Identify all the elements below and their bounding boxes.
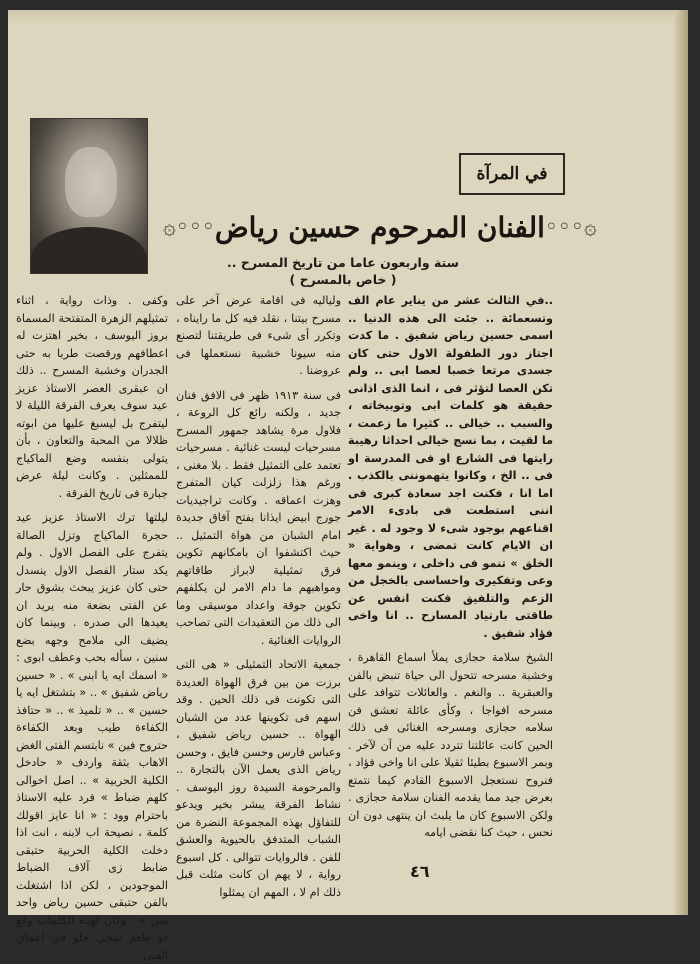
column-middle-paragraph-1: ولياليه فى اقامة عرض آخر على مسرح بيتنا ، نقلد فيه كل ما رايناه ، وتكرر أى شىء فى طريقتنا لتصنع منه سيونا خشبية نستعملها فى عروضنا . — [176, 294, 341, 377]
headline-ornament-left-icon: ۞◦◦◦ — [163, 214, 215, 240]
portrait-shoulders — [31, 227, 147, 273]
article-subtitle — [178, 254, 508, 288]
portrait-face — [65, 147, 117, 217]
page-top-edge — [8, 10, 688, 24]
subtitle-line-2: ( خاص بالمسرح ) — [289, 272, 397, 287]
column-right-paragraph-1: ..في الثالث عشر من يناير عام الف وتسعمائة .. جئت الى هذه الدنيا .. اسمى حسين رياض شفيق . ما كدت اجتاز دور الطفولة الاول حتى كان جسدى مرتعا خصبا لعصا ابى .. ولم تكن العصا لتؤثر فى ، انما الذى اذانى حقيقة هو كلمات ابى وتوبيخاته ، والسبب .. خيالى .. كثيرا ما زعمت ، ما لقيت ، بما نسج خيالى احداثا رهيبة رايتها فى الشارع او فى المدرسة او فى .. الخ ، وكانوا يتهموننى بالكذب . اما انا ، فكنت اجد سعادة كبرى فى اننى استطعت فى بادىء الامر اقناعهم بوجود شىء لا وجود له . غير ان الايام كانت تمضى ، وهواية « الخلق » تنمو فى داخلى ، وينمو معها وعى وتفكيرى واحساسى بالخجل من الزعم والتلفيق فكنت انفس عن طاقتى بارتياد المسارح .. انا واخى فؤاد شفيق . — [348, 294, 553, 640]
column-left-paragraph-2: ليلتها ترك الاستاذ عزيز عيد حجرة الماكياج وتزل الصالة يتفرج على الفصل الاول . ولم يكد ستار الفصل الاول ينسدل حتى كان عزيز يبحث بشوق حار عن الفتى بضعة منه يريد ان يعيدها الى صدره . وبينما كان يضيف الى ملامح وجهه بضع سنين ، سأله بحب وعطف ابوى : « اسمك ايه يا ابنى » . « حسين رياض شفيق » .. « بتشتغل ايه يا حسين » .. « تلميذ » .. « حتافذ الكفاءة طيب وبعد الكفاءة حتروح فين » نابتسم الفتى الغض الاهاب بثقة واردف « حادخل الكلية الحربية » .. اصل اخوالى كلهم ضباط » فرد عليه الاستاذ باحترام وود : « انا عايز اقولك كلمة ، نصيحة اب لابنه ، انت اذا دخلت الكلية الحربية حتبقى ضابط زى آلاف الضباط الموجودين ، لكن اذا اشتغلت بالفن حتبقى حسين رياض واحد بس » . وكان لهذه الكلمات وقع ذو طعم شجى حلو فى اعماق الفتى . — [16, 511, 168, 962]
magazine-page — [8, 10, 688, 962]
page-gutter-shadow — [674, 10, 688, 915]
column-left — [16, 292, 168, 962]
column-left-paragraph-1: وكفى . وذات رواية ، اثناء تمثيلهم الزهرة المتفتحة المسماة بروز اليوسف ، بخير اهتزت له اعطافهم ورقصت طربا به حتى الجدران وخشبة المسرح .. ذلك ان عبقرى العصر الاستاذ عزيز عيد سوف يعرف الفرقة الليلة لا ليتفرج بل ليسبغ عليها من ابوته ظلالا من المحبة والتعاون ، بأن يتولى بنفسه وضع الماكياج للممثلين . وكانت ليلة عرض جبارة فى تاريخ الفرقة . — [16, 294, 168, 500]
column-right — [348, 292, 553, 882]
subtitle-line-1: ستة واربعون عاما من تاريخ المسرح .. — [227, 255, 459, 270]
page-number: ٤٦ — [410, 862, 430, 881]
column-middle — [176, 292, 341, 899]
article-headline: الفنان المرحوم حسين رياض — [214, 210, 545, 244]
column-middle-paragraph-2: فى سنة ١٩١٣ ظهر فى الافق فنان جديد ، ولكنه رائع كل الروعة ، فلاول مرة يشاهد جمهور المسرح مسرحيات ليست غنائية . مسرحيات تعتمد على التمثيل فقط . بلا مغنى ، ورغم هذا زلزلت كيان المتفرج وهزت اعماقه . وكانت تراجيديات جورج ابيض ايذانا بفتح آفاق جديدة امام الشبان من هواة التمثيل .. حيث اكتشفوا ان بامكانهم تكوين فرق تمثيلية لابراز طاقاتهم ومواهبهم ما دام الامر لن يكلفهم تكوين جوقة واعداد موسيقى وما الى ذلك من التعقيدات التى تصاحب الروايات الغنائية . — [176, 388, 341, 647]
column-middle-paragraph-3: جمعية الاتحاد التمثيلى « هى التى برزت من بين فرق الهواة العديدة التى تكونت فى ذلك الحين . وقد اسهم فى تكوينها عدد من الشبان الهواة .. حسين رياض شفيق ، وعباس فارس وحسن فايق ، وحسن رياض الذى يعمل الآن بالتجارة .. والمرحومة السيدة روز اليوسف . نشاط الفرقة يبشر بخير ويدعو للتفاؤل بهذه المجموعة النضرة من الشباب المتدفق بالحيوية والعشق للفن . فالروايات تتوالى . كل اسبوع رواية ، لا يهم ان كانت مثلت قبل ذلك ام لا ، المهم ان يمثلوا — [176, 658, 341, 899]
portrait-photo — [30, 118, 148, 274]
section-label: في المرآة — [459, 153, 565, 195]
headline-ornament-right-icon: ◦◦◦۞ — [544, 214, 597, 240]
column-right-paragraph-2: الشيخ سلامة حجازى يملأ اسماع القاهرة ، وخشبة مسرحه تتحول الى حياة تنبض بالفن والعبقرية .. والنغم . والعائلات تتوافد على مسرحه افواجا ، وكأى عائلة تعشق فن سلامه حجازى ومسرحه الغنائى فى ذلك الحين كانت عائلتنا تتردد عليه من آن لآخر . وبمر الاسبوع بطيئا ثقيلا على انا واخى فؤاد ، فنروح نستعجل الاسبوع القادم كيما نتمتع بعرض جيد مما يقدمه الفنان سلامة حجازى . ولكن الاسبوع كان ما يلبث ان ينتهى دون ان نحس ، حيث كنا نقضى ايامه — [348, 651, 553, 839]
headline-row — [163, 206, 597, 248]
